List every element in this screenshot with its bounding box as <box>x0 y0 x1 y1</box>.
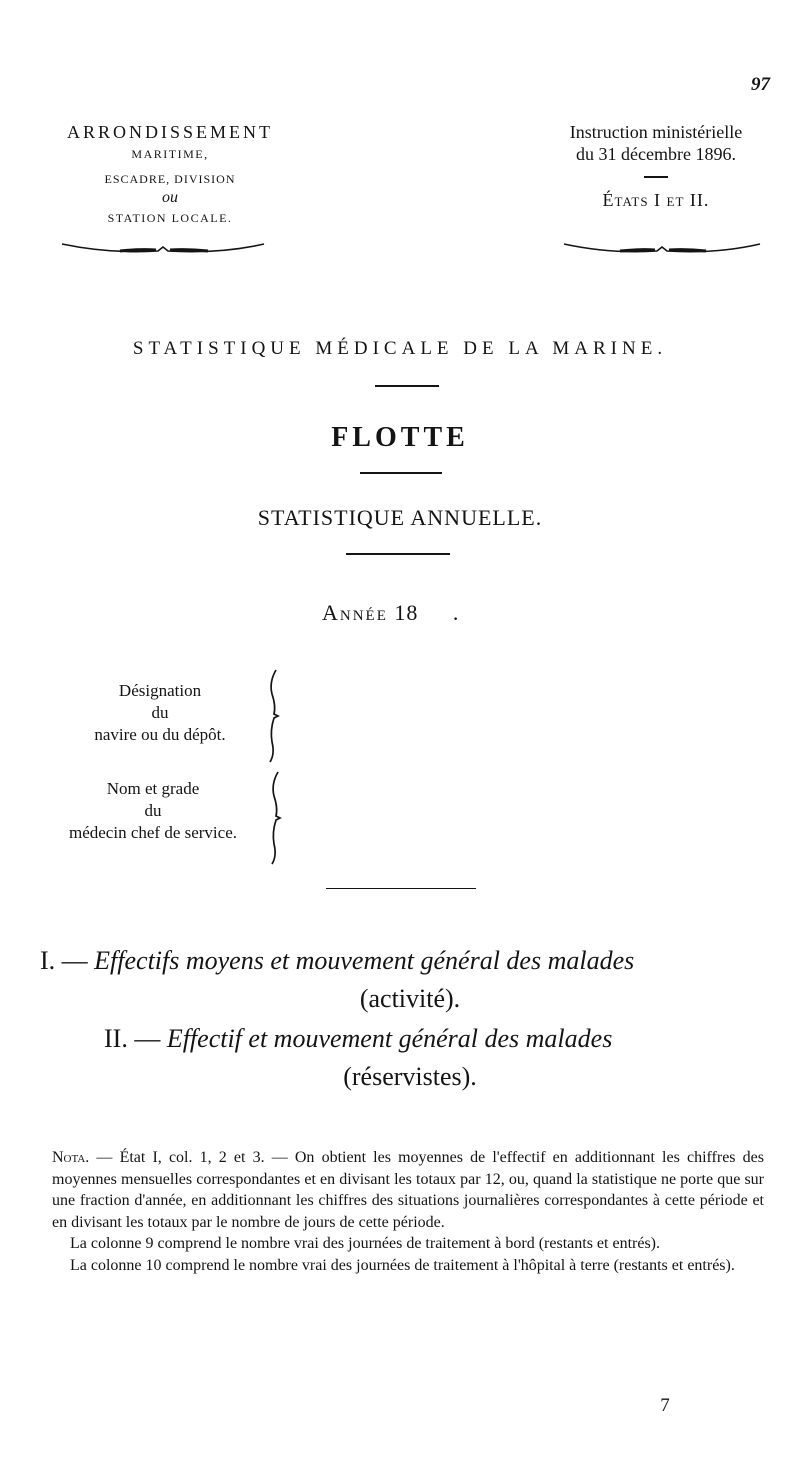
field-line: du <box>151 703 169 722</box>
field-doctor-name <box>28 778 278 844</box>
section-I-heading <box>40 942 780 1018</box>
section-I-numeral: I. — <box>40 946 88 975</box>
header-left <box>40 123 300 224</box>
field-line: navire ou du dépôt. <box>94 725 226 744</box>
year-value: 18 <box>394 600 419 625</box>
subtitle: STATISTIQUE ANNUELLE. <box>257 505 543 530</box>
nota-paragraph: La colonne 10 comprend le nombre vrai des journées de traitement à l'hôpital à terre (restants et entrés). <box>70 1256 735 1274</box>
header-right-line3: États I et II. <box>602 190 710 210</box>
section-I-qualifier: (activité). <box>359 984 461 1013</box>
field-line: Nom et grade <box>106 779 200 798</box>
divider-rule <box>375 385 439 387</box>
field-line: médecin chef de service. <box>68 823 238 842</box>
year-label: Année <box>322 600 388 625</box>
header-left-line5: STATION LOCALE. <box>107 211 233 225</box>
divider-rule <box>346 553 450 555</box>
nota-label: Nota. <box>52 1149 90 1166</box>
field-ship-designation <box>35 680 285 746</box>
brace-icon <box>266 668 282 769</box>
divider-rule <box>326 888 476 889</box>
header-right <box>550 123 762 209</box>
footer-number: 7 <box>660 1395 670 1416</box>
nota-paragraph: — État I, col. 1, 2 et 3. — On obtient les moyennes de l'effectif en additionnant les chiffres des moyennes mensuelles correspondantes et en divisant les totaux par 12, ou, quand la statistique ne porte que sur une fraction d'année, en additionnant les chiffres des situations journalières correspondantes à cette période et en divisant les totaux par le nombre de jours de cette période. <box>52 1149 764 1231</box>
header-right-line1: Instruction ministérielle <box>569 122 743 142</box>
section-I-title: Effectifs moyens et mouvement général des malades <box>94 946 635 975</box>
nota-paragraph: La colonne 9 comprend le nombre vrai des journées de traitement à bord (restants et entrés). <box>70 1235 660 1252</box>
divider-rule <box>360 472 442 474</box>
header-left-line4: ou <box>162 189 178 206</box>
section-II-heading <box>40 1020 780 1096</box>
brace-icon <box>268 770 284 871</box>
section-II-title: Effectif et mouvement général des malades <box>166 1024 613 1053</box>
section-II-numeral: II. — <box>104 1024 161 1053</box>
header-left-line2: MARITIME, <box>131 147 209 161</box>
field-line: du <box>144 801 162 820</box>
section-title: FLOTTE <box>331 422 469 453</box>
right-swash-ornament <box>562 240 762 256</box>
year-line <box>322 600 459 626</box>
left-swash-ornament <box>60 240 266 256</box>
header-right-line2: du 31 décembre 1896. <box>576 144 736 164</box>
section-II-qualifier: (réservistes). <box>343 1062 477 1091</box>
header-right-dash <box>644 176 668 178</box>
header-left-line3: ESCADRE, DIVISION <box>104 172 236 186</box>
nota-block <box>52 1147 764 1276</box>
field-line: Désignation <box>118 681 202 700</box>
year-end: . <box>452 600 460 625</box>
main-title: STATISTIQUE MÉDICALE DE LA MARINE. <box>132 338 668 359</box>
header-left-line1: ARRONDISSEMENT <box>66 122 273 142</box>
page-number: 97 <box>751 74 770 95</box>
